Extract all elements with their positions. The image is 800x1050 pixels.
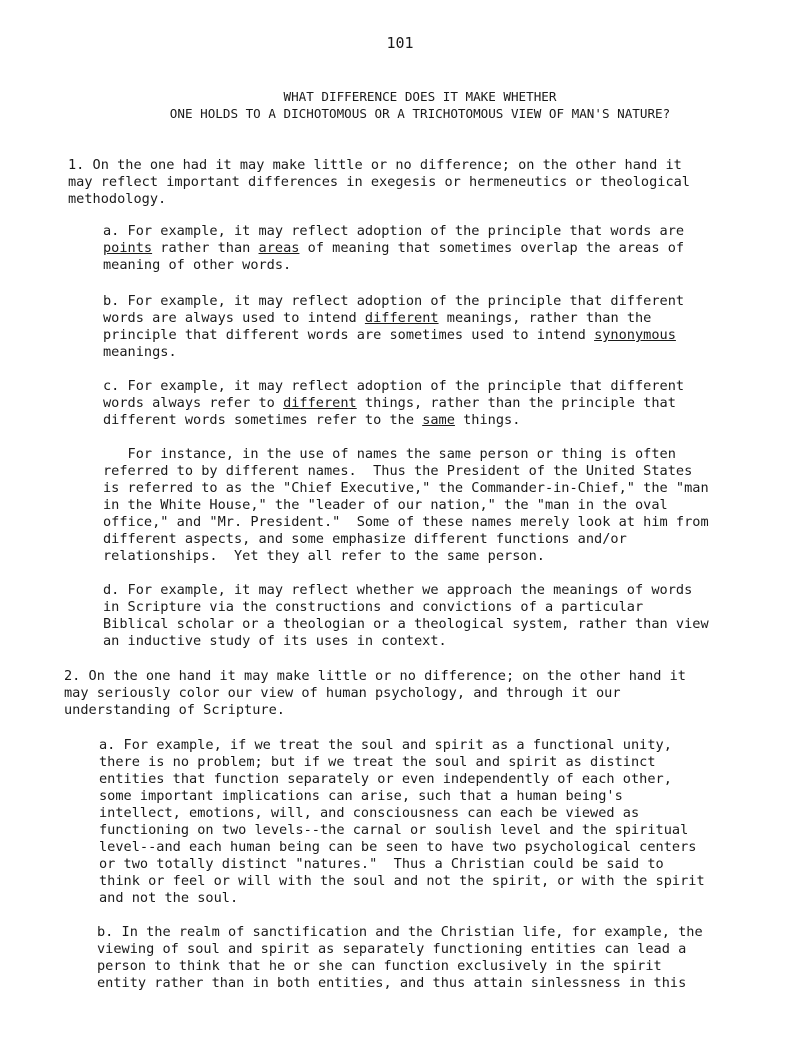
text-line: understanding of Scripture.	[64, 702, 285, 718]
paragraph-1b	[103, 293, 684, 361]
text-line: a. For example, it may reflect adoption of the principle that words are	[103, 223, 685, 239]
text-line: intellect, emotions, will, and consciousness can each be viewed as	[99, 805, 640, 821]
title-line: WHAT DIFFERENCE DOES IT MAKE WHETHER	[283, 89, 557, 104]
text-line: words are always used to intend different meanings, rather than the	[103, 310, 652, 326]
text-line: some important implications can arise, such that a human being's	[99, 788, 623, 804]
paragraph-2a	[99, 737, 705, 907]
text-line: principle that different words are sometimes used to intend synonymous	[103, 327, 676, 343]
text-line: points rather than areas of meaning that sometimes overlap the areas of	[103, 240, 685, 256]
text-line: entity rather than in both entities, and thus attain sinlessness in this	[97, 975, 687, 991]
text-line: a. For example, if we treat the soul and spirit as a functional unity,	[99, 737, 672, 753]
text-line: different aspects, and some emphasize different functions and/or	[103, 531, 627, 547]
text-line: functioning on two levels--the carnal or soulish level and the spiritual	[99, 822, 689, 838]
text-line: there is no problem; but if we treat the soul and spirit as distinct	[99, 754, 656, 770]
underlined-word: same	[422, 412, 455, 428]
underlined-word: different	[283, 395, 357, 411]
text-line: b. For example, it may reflect adoption of the principle that different	[103, 293, 685, 309]
text-line: 1. On the one had it may make little or no difference; on the other hand it	[68, 157, 682, 173]
text-line: is referred to as the "Chief Executive," the Commander-in-Chief," the "man	[103, 480, 709, 496]
text-line: methodology.	[68, 191, 167, 207]
text-line: may reflect important differences in exegesis or hermeneutics or theological	[68, 174, 690, 190]
text-line: an inductive study of its uses in context.	[103, 633, 447, 649]
paragraph-1	[68, 157, 690, 208]
text-line: c. For example, it may reflect adoption of the principle that different	[103, 378, 685, 394]
text-line: referred to by different names. Thus the President of the United States	[103, 463, 693, 479]
text-line: relationships. Yet they all refer to the same person.	[103, 548, 545, 564]
text-line: words always refer to different things, rather than the principle that	[103, 395, 676, 411]
text-line: entities that function separately or even independently of each other,	[99, 771, 672, 787]
text-line: may seriously color our view of human psychology, and through it our	[64, 685, 621, 701]
text-line: For instance, in the use of names the same person or thing is often	[103, 446, 676, 462]
text-line: person to think that he or she can function exclusively in the spirit	[97, 958, 662, 974]
text-line: in Scripture via the constructions and convictions of a particular	[103, 599, 644, 615]
paragraph-2b	[97, 924, 703, 992]
paragraph-2	[64, 668, 686, 719]
document-title	[40, 88, 800, 122]
text-line: or two totally distinct "natures." Thus a Christian could be said to	[99, 856, 664, 872]
paragraph-1d	[103, 582, 709, 650]
text-line: b. In the realm of sanctification and the Christian life, for example, the	[97, 924, 703, 940]
underlined-word: synonymous	[594, 327, 676, 343]
text-line: office," and "Mr. President." Some of these names merely look at him from	[103, 514, 709, 530]
title-line: ONE HOLDS TO A DICHOTOMOUS OR A TRICHOTOMOUS VIEW OF MAN'S NATURE?	[169, 106, 671, 121]
underlined-word: different	[364, 310, 439, 326]
text-line: meanings.	[103, 344, 177, 360]
text-line: and not the soul.	[99, 890, 239, 906]
page-number: 101	[386, 34, 414, 52]
text-line: 2. On the one hand it may make little or no difference; on the other hand it	[64, 668, 686, 684]
text-line: Biblical scholar or a theologian or a theological system, rather than view	[103, 616, 709, 632]
paragraph-1c	[103, 378, 684, 429]
text-line: d. For example, it may reflect whether we approach the meanings of words	[103, 582, 693, 598]
text-line: different words sometimes refer to the same things.	[103, 412, 521, 428]
underlined-word: points	[103, 240, 153, 256]
paragraph-1c-instance	[103, 446, 709, 565]
underlined-word: areas	[258, 240, 300, 256]
text-line: meaning of other words.	[103, 257, 292, 273]
text-line: level--and each human being can be seen to have two psychological centers	[99, 839, 697, 855]
paragraph-1a	[103, 223, 684, 274]
text-line: in the White House," the "leader of our nation," the "man in the oval	[103, 497, 668, 513]
text-line: think or feel or will with the soul and not the spirit, or with the spirit	[99, 873, 705, 889]
text-line: viewing of soul and spirit as separately functioning entities can lead a	[97, 941, 687, 957]
